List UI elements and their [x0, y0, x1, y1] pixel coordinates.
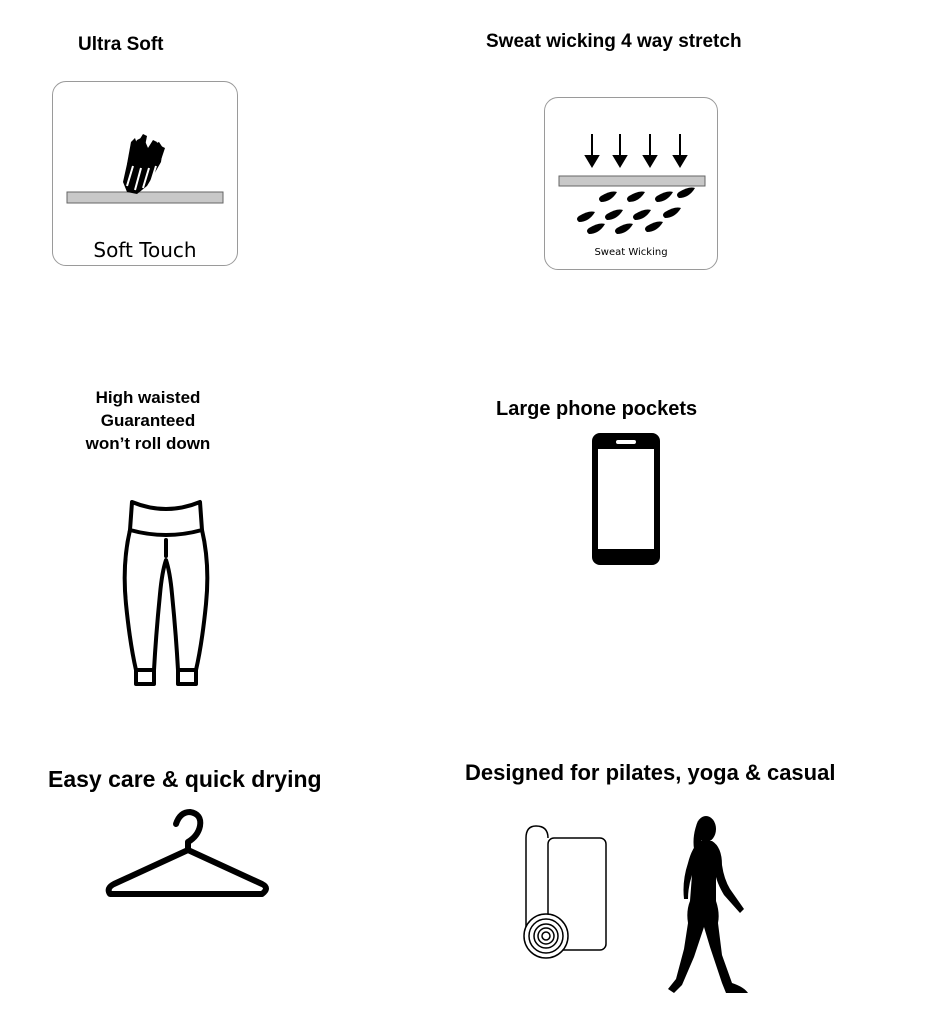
sweat-wicking-title: Sweat wicking 4 way stretch	[486, 31, 742, 52]
ultra-soft-title: Ultra Soft	[78, 34, 164, 55]
easy-care-title: Easy care & quick drying	[48, 766, 322, 792]
yoga-mat-icon	[524, 824, 608, 962]
phone-pockets-title: Large phone pockets	[496, 398, 698, 420]
soft-touch-label: Soft Touch	[93, 238, 197, 262]
high-waisted-title	[60, 386, 236, 455]
high-waisted-line-2: Guaranteed	[100, 411, 196, 430]
high-waisted-line-3: won’t roll down	[85, 434, 211, 453]
soft-touch-tile	[52, 81, 238, 266]
high-waisted-line-1: High waisted	[95, 388, 201, 407]
phone-icon	[592, 433, 660, 565]
pilates-yoga-title: Designed for pilates, yoga & casual	[465, 760, 836, 785]
hanger-icon	[104, 808, 272, 902]
walking-woman-icon	[664, 815, 752, 997]
leggings-icon	[118, 494, 214, 690]
sweat-wicking-tile	[544, 97, 718, 270]
sweat-wicking-label: Sweat Wicking	[594, 247, 668, 258]
sweat-wicking-icon	[545, 98, 717, 269]
